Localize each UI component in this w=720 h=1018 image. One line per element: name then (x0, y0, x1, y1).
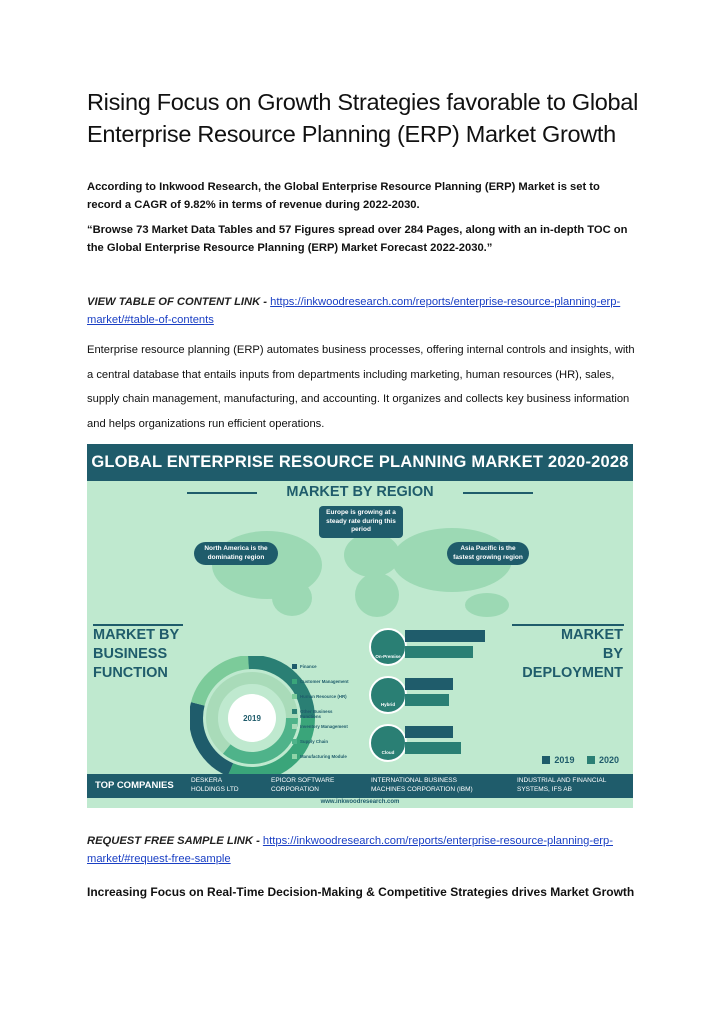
hybrid-2019-bar (405, 678, 453, 690)
business-function-title (93, 626, 179, 683)
cloud-icon (369, 724, 407, 762)
asia-pacific-callout: Asia Pacific is the fastest growing region (447, 542, 529, 565)
legend-swatch (292, 694, 297, 699)
company-item: INDUSTRIAL AND FINANCIAL SYSTEMS, IFS AB (517, 777, 607, 793)
legend-item (292, 754, 347, 759)
cloud-2020-bar (405, 742, 461, 754)
bf-title-line: FUNCTION (93, 665, 168, 681)
legend-label: Customer Management (300, 679, 349, 684)
legend-label: Inventory Management (300, 724, 348, 729)
legend-label: Other Business Functions (300, 709, 333, 719)
legend-item (292, 694, 347, 699)
bf-title-line: BUSINESS (93, 646, 168, 662)
deployment-chart (369, 626, 489, 766)
company-item: INTERNATIONAL BUSINESS MACHINES CORPORATION (IBM) (371, 777, 473, 793)
page-title (87, 86, 647, 150)
north-america-callout: North America is the dominating region (194, 542, 278, 565)
erp-description: Enterprise resource planning (ERP) automates business processes, offering internal controls and insights, with a central database that entails inputs from departments including marketing, human resources (HR), sales, supply chain management, manufacturing, and accounting. It organizes and collects key business information and helps organizations run efficient operations. (87, 344, 635, 430)
intro-browse-paragraph: “Browse 73 Market Data Tables and 57 Figures spread over 284 Pages, along with an in-depth TOC on the Global Enterprise Resource Planning (ERP) Market Forecast 2022-2030.” (87, 224, 628, 254)
infographic-header: GLOBAL ENTERPRISE RESOURCE PLANNING MARKET 2020-2028 (87, 444, 633, 481)
company-item: DESKERA HOLDINGS LTD (191, 777, 239, 793)
legend-label-2020: 2020 (598, 754, 619, 765)
legend-swatch (292, 664, 297, 669)
top-companies-label: TOP COMPANIES (95, 780, 174, 791)
erp-infographic (87, 444, 633, 808)
sample-link-label: REQUEST FREE SAMPLE LINK - (87, 835, 263, 847)
legend-item (292, 739, 328, 744)
hybrid-label: Hybrid (380, 702, 396, 707)
donut-center-label: 2019 (243, 714, 261, 723)
legend-label: Finance (300, 664, 317, 669)
legend-swatch-2020 (587, 756, 595, 764)
legend-item (292, 679, 349, 684)
hybrid-2020-bar (405, 694, 449, 706)
toc-link-paragraph (87, 293, 635, 329)
title-line-1: Rising Focus on Growth Strategies favorable to Global (87, 89, 638, 115)
section-heading: Increasing Focus on Real-Time Decision-Making & Competitive Strategies drives Market Growth (87, 885, 635, 899)
cloud-label: Cloud (381, 750, 395, 755)
europe-callout: Europe is growing at a steady rate during this period (319, 506, 403, 538)
legend-item (292, 709, 352, 719)
sample-link[interactable]: https://inkwoodresearch.com/reports/enterprise-resource-planning-erp-market/#request-free-sample (87, 835, 613, 865)
toc-link-label: VIEW TABLE OF CONTENT LINK - (87, 296, 271, 308)
legend-label: Manufacturing Module (300, 754, 347, 759)
legend-swatch (292, 739, 297, 744)
legend-item (292, 724, 348, 729)
sample-link-paragraph (87, 832, 635, 868)
title-line-2: Enterprise Resource Planning (ERP) Market Growth (87, 121, 616, 147)
website-label: www.inkwoodresearch.com (320, 799, 400, 805)
on-premise-2020-bar (405, 646, 473, 658)
divider-line (187, 492, 257, 494)
legend-swatch (292, 679, 297, 684)
top-companies-bar (87, 774, 633, 798)
dep-title-line: DEPLOYMENT (522, 665, 623, 681)
legend-label: Supply Chain (300, 739, 329, 744)
legend-swatch (292, 724, 297, 729)
deployment-title (522, 626, 623, 683)
legend-swatch (292, 754, 297, 759)
on-premise-icon (369, 628, 407, 666)
on-premise-2019-bar (405, 630, 485, 642)
bf-title-line: MARKET BY (93, 627, 180, 643)
dep-title-line: MARKET (560, 627, 623, 643)
legend-swatch (292, 709, 297, 714)
hybrid-icon (369, 676, 407, 714)
legend-label: Human Resource (HR) (300, 694, 347, 699)
legend-swatch-2019 (542, 756, 550, 764)
toc-link[interactable]: https://inkwoodresearch.com/reports/enterprise-resource-planning-erp-market/#table-of-contents (87, 296, 621, 326)
legend-item (292, 664, 317, 669)
legend-label-2019: 2019 (554, 754, 575, 765)
deployment-legend (532, 754, 619, 765)
divider-line (463, 492, 533, 494)
region-title: MARKET BY REGION (286, 484, 434, 500)
intro-cagr-paragraph: According to Inkwood Research, the Global Enterprise Resource Planning (ERP) Market is set to record a CAGR of 9.82% in terms of revenue during 2022-2030. (87, 181, 600, 211)
on-premise-label: On-Premise (375, 654, 401, 659)
company-item: EPICOR SOFTWARE CORPORATION (271, 777, 335, 793)
dep-title-line: BY (602, 646, 623, 662)
cloud-2019-bar (405, 726, 453, 738)
